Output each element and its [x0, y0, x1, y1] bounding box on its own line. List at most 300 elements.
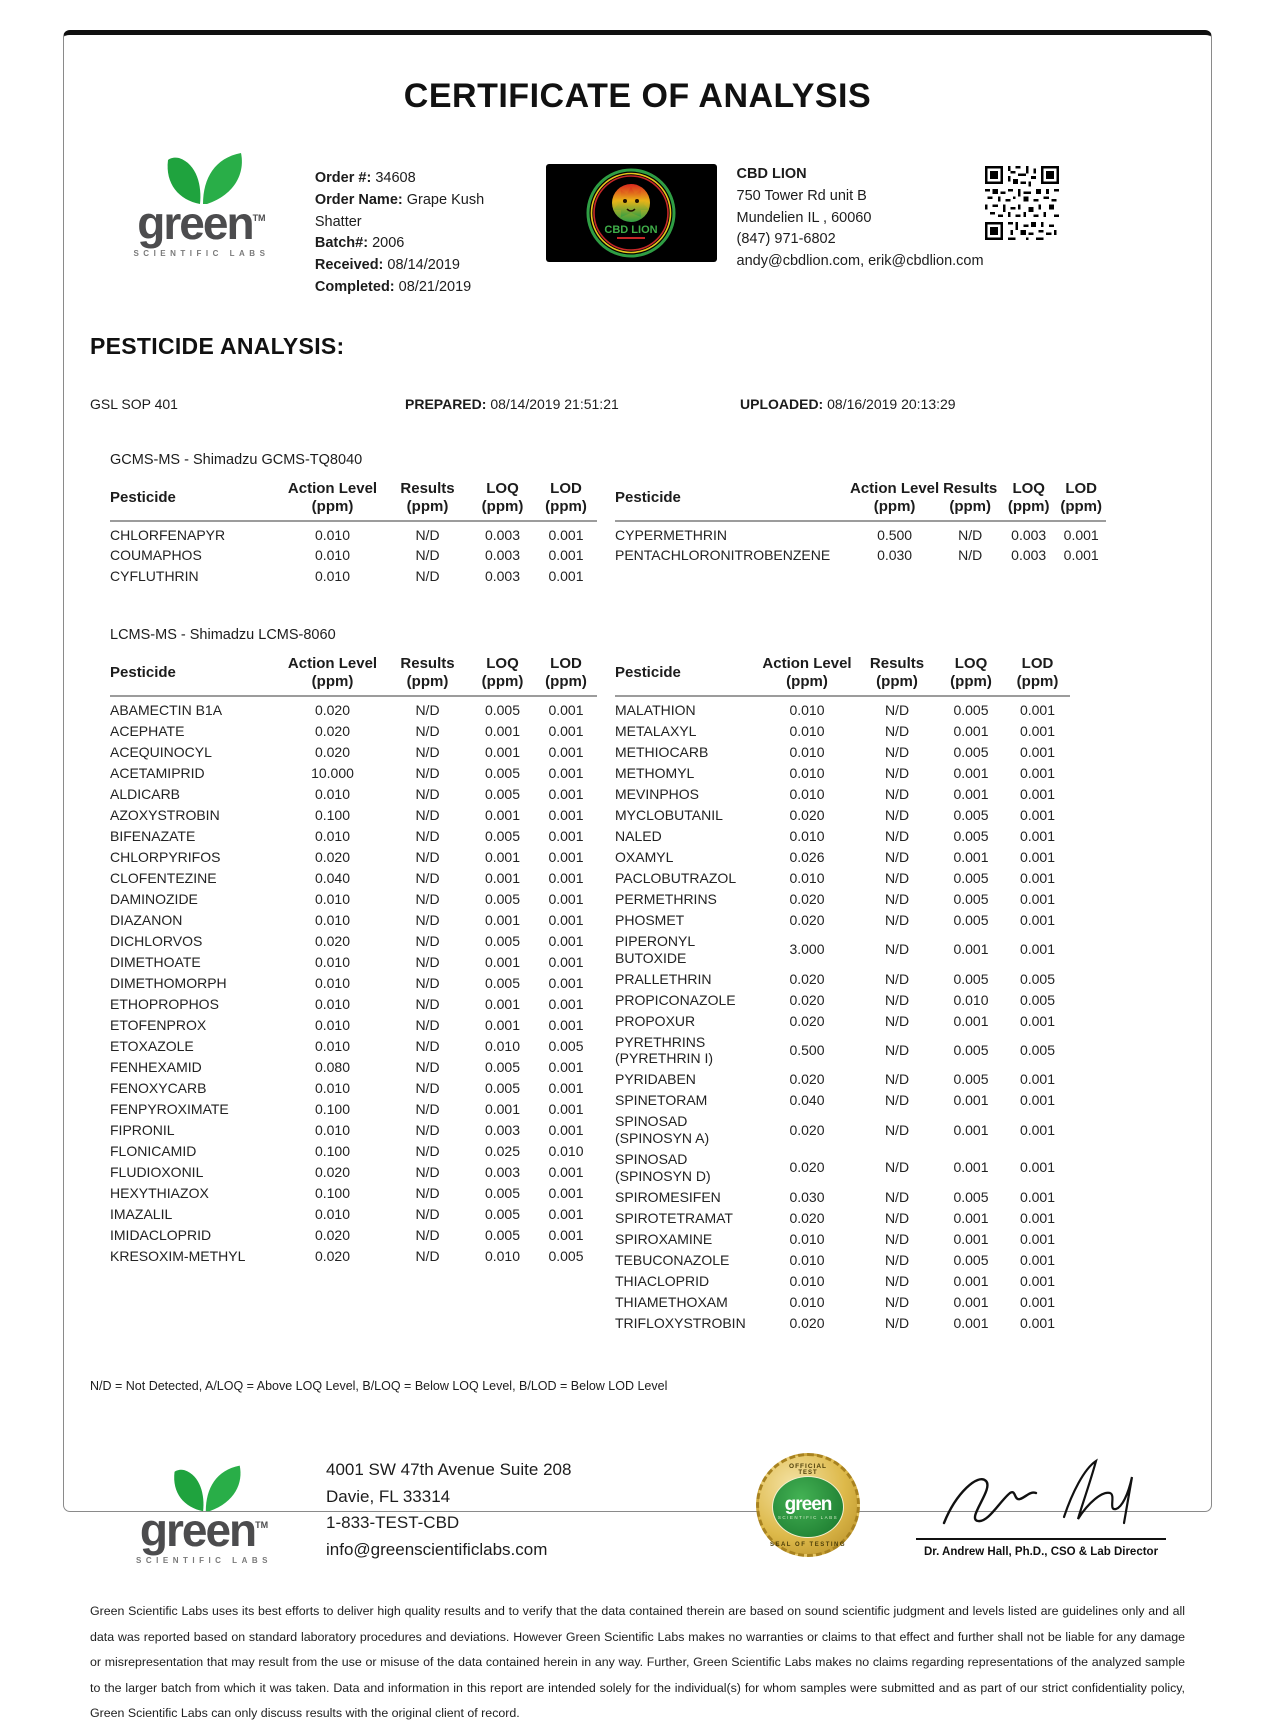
- pesticide-value: 0.001: [484, 996, 521, 1013]
- column-header: LOQ (ppm): [470, 478, 535, 521]
- pesticide-value: 0.001: [1019, 1071, 1056, 1088]
- pesticide-value: 0.003: [484, 568, 521, 585]
- certificate-page: [63, 30, 1212, 1721]
- pesticide-value: N/D: [884, 765, 910, 782]
- pesticide-name: TEBUCONAZOLE: [615, 1251, 730, 1268]
- section-heading: PESTICIDE ANALYSIS:: [90, 332, 345, 359]
- pesticide-value: 0.003: [484, 1122, 521, 1139]
- pesticide-value: 0.020: [314, 702, 351, 719]
- lcms-instrument-label: LCMS-MS - Shimadzu LCMS-8060: [110, 627, 336, 644]
- pesticide-value: 0.005: [484, 1059, 521, 1076]
- pesticide-name: ETHOPROPHOS: [110, 996, 219, 1013]
- pesticide-name: ALDICARB: [110, 786, 181, 803]
- pesticide-value: 0.010: [314, 1017, 351, 1034]
- pesticide-value: 0.020: [789, 991, 825, 1008]
- pesticide-row: [110, 1036, 597, 1057]
- column-header: Action Level (ppm): [280, 478, 385, 521]
- legend-footnote: N/D = Not Detected, A/LOQ = Above LOQ Level, B/LOQ = Below LOQ Level, B/LOD = Below LOD Level: [90, 1379, 668, 1394]
- pesticide-value: 0.005: [484, 786, 521, 803]
- pesticide-value: 0.001: [953, 786, 989, 803]
- pesticide-row: [615, 1032, 1070, 1070]
- pesticide-value: 0.010: [789, 1230, 825, 1247]
- pesticide-name: MALATHION: [615, 702, 696, 719]
- pesticide-value: 0.001: [1019, 1314, 1056, 1331]
- pesticide-value: N/D: [884, 1251, 910, 1268]
- column-header: LOD (ppm): [1056, 478, 1106, 521]
- pesticide-value: 0.001: [1019, 1159, 1056, 1176]
- column-header: Results (ppm): [939, 478, 1001, 521]
- prepared-timestamp: PREPARED: 08/14/2019 21:51:21: [405, 395, 619, 412]
- pesticide-value: 0.010: [789, 765, 825, 782]
- pesticide-value: 0.001: [953, 1012, 989, 1029]
- gcms-right-table: [615, 478, 1106, 567]
- pesticide-name: SPINOSAD (SPINOSYN A): [615, 1113, 710, 1147]
- pesticide-value: 0.010: [789, 1293, 825, 1310]
- pesticide-value: N/D: [415, 1206, 440, 1223]
- pesticide-value: 0.001: [484, 807, 521, 824]
- pesticide-name: BIFENAZATE: [110, 828, 196, 845]
- pesticide-row: [615, 545, 1106, 566]
- pesticide-row: [110, 826, 597, 847]
- pesticide-value: N/D: [415, 744, 440, 761]
- pesticide-value: 0.001: [1019, 1188, 1056, 1205]
- pesticide-value: N/D: [884, 912, 910, 929]
- pesticide-row: [615, 784, 1070, 805]
- pesticide-name: IMIDACLOPRID: [110, 1227, 212, 1244]
- pesticide-value: 0.010: [314, 1038, 351, 1055]
- pesticide-value: 0.005: [548, 1248, 584, 1265]
- info-line: andy@cbdlion.com, erik@cbdlion.com: [736, 253, 984, 269]
- pesticide-row: [110, 952, 597, 973]
- pesticide-row: [110, 847, 597, 868]
- pesticide-value: N/D: [884, 1230, 910, 1247]
- pesticide-value: 0.001: [484, 849, 521, 866]
- pesticide-row: [110, 1162, 597, 1183]
- pesticide-value: 0.010: [314, 547, 351, 564]
- pesticide-value: 0.001: [953, 1293, 989, 1310]
- pesticide-value: 0.020: [314, 933, 351, 950]
- pesticide-value: N/D: [415, 786, 440, 803]
- pesticide-name: CHLORFENAPYR: [110, 526, 226, 543]
- pesticide-value: 0.001: [953, 849, 989, 866]
- pesticide-value: N/D: [884, 1121, 910, 1138]
- pesticide-name: ACEPHATE: [110, 723, 185, 740]
- pesticide-name: PROPOXUR: [615, 1012, 696, 1029]
- pesticide-value: 0.010: [789, 723, 825, 740]
- green-scientific-labs-logo: [104, 150, 299, 258]
- pesticide-name: DAMINOZIDE: [110, 891, 198, 908]
- pesticide-value: 0.001: [1019, 702, 1056, 719]
- lcms-right-table: [615, 653, 1070, 1333]
- pesticide-value: N/D: [884, 1012, 910, 1029]
- pesticide-value: 0.001: [1019, 1209, 1056, 1226]
- pesticide-row: [110, 1183, 597, 1204]
- pesticide-value: 0.010: [314, 1206, 351, 1223]
- pesticide-name: PRALLETHRIN: [615, 970, 712, 987]
- qr-code: [985, 166, 1059, 240]
- pesticide-value: 0.020: [314, 1227, 351, 1244]
- pesticide-row: [615, 521, 1106, 546]
- pesticide-value: 0.010: [314, 912, 351, 929]
- pesticide-row: [110, 994, 597, 1015]
- pesticide-value: 0.001: [953, 1314, 989, 1331]
- pesticide-name: PYRETHRINS (PYRETHRIN I): [615, 1033, 713, 1067]
- info-line: Batch#: 2006: [314, 235, 405, 252]
- pesticide-value: 0.001: [484, 912, 521, 929]
- green-scientific-labs-logo-footer: [104, 1463, 304, 1565]
- pesticide-value: 0.500: [789, 1042, 825, 1059]
- pesticide-value: 0.001: [484, 723, 521, 740]
- info-line: 750 Tower Rd unit B: [736, 187, 867, 204]
- pesticide-value: 0.001: [1019, 723, 1056, 740]
- signature-block: [916, 1453, 1166, 1558]
- pesticide-value: 0.001: [1019, 786, 1056, 803]
- pesticide-value: 0.010: [789, 828, 825, 845]
- pesticide-value: N/D: [415, 1101, 440, 1118]
- pesticide-value: N/D: [884, 1209, 910, 1226]
- pesticide-value: 0.005: [953, 828, 989, 845]
- pesticide-name: SPIROTETRAMAT: [615, 1209, 733, 1226]
- pesticide-row: [110, 1120, 597, 1141]
- pesticide-value: 0.001: [953, 1230, 989, 1247]
- pesticide-value: 10.000: [311, 765, 354, 782]
- pesticide-name: METHOMYL: [615, 765, 695, 782]
- pesticide-name: CYPERMETHRIN: [615, 526, 728, 543]
- pesticide-value: 0.005: [484, 828, 521, 845]
- pesticide-name: FLUDIOXONIL: [110, 1164, 204, 1181]
- pesticide-value: N/D: [415, 828, 440, 845]
- lcms-tables: [64, 653, 1211, 1333]
- cbd-lion-logo: [546, 164, 717, 262]
- pesticide-value: 0.001: [1063, 526, 1099, 543]
- pesticide-value: 0.100: [314, 1143, 351, 1160]
- pesticide-value: 0.003: [484, 547, 521, 564]
- pesticide-value: 0.001: [953, 1092, 989, 1109]
- pesticide-name: ACEQUINOCYL: [110, 744, 212, 761]
- client-info: [737, 164, 985, 273]
- info-line: Order Name: Grape Kush Shatter: [314, 191, 485, 230]
- pesticide-row: [615, 1312, 1070, 1333]
- pesticide-value: 0.001: [1019, 1012, 1056, 1029]
- pesticide-value: N/D: [415, 1017, 440, 1034]
- pesticide-row: [615, 826, 1070, 847]
- pesticide-value: N/D: [884, 941, 910, 958]
- pesticide-value: 0.001: [484, 870, 521, 887]
- column-header: Pesticide: [110, 653, 280, 696]
- pesticide-value: 0.001: [548, 1017, 584, 1034]
- info-line: Davie, FL 33314: [326, 1486, 451, 1506]
- pesticide-value: N/D: [415, 996, 440, 1013]
- pesticide-value: 0.005: [484, 933, 521, 950]
- pesticide-value: 0.001: [1019, 849, 1056, 866]
- pesticide-value: N/D: [415, 702, 440, 719]
- pesticide-value: 0.020: [789, 1209, 825, 1226]
- pesticide-row: [615, 1090, 1070, 1111]
- pesticide-value: 0.005: [484, 1227, 521, 1244]
- pesticide-value: 0.005: [484, 891, 521, 908]
- pesticide-name: FENPYROXIMATE: [110, 1101, 229, 1118]
- pesticide-value: N/D: [884, 891, 910, 908]
- column-header: Pesticide: [615, 478, 850, 521]
- pesticide-row: [615, 910, 1070, 931]
- column-header: Action Level (ppm): [850, 478, 939, 521]
- pesticide-value: 0.020: [789, 807, 825, 824]
- pesticide-row: [110, 521, 597, 546]
- pesticide-row: [110, 784, 597, 805]
- pesticide-value: 0.080: [314, 1059, 351, 1076]
- pesticide-value: N/D: [884, 991, 910, 1008]
- pesticide-value: N/D: [884, 744, 910, 761]
- pesticide-value: 0.005: [1019, 991, 1056, 1008]
- pesticide-value: 0.001: [548, 1227, 584, 1244]
- pesticide-value: 0.010: [314, 996, 351, 1013]
- pesticide-value: N/D: [415, 891, 440, 908]
- pesticide-value: 0.020: [789, 970, 825, 987]
- pesticide-value: 0.020: [789, 1071, 825, 1088]
- pesticide-value: 0.001: [548, 1059, 584, 1076]
- pesticide-value: 0.001: [548, 723, 584, 740]
- pesticide-value: 0.005: [548, 1038, 584, 1055]
- pesticide-value: 0.020: [789, 891, 825, 908]
- pesticide-name: SPINOSAD (SPINOSYN D): [615, 1150, 711, 1184]
- pesticide-name: KRESOXIM-METHYL: [110, 1248, 246, 1265]
- pesticide-value: 0.010: [484, 1248, 521, 1265]
- page-title: CERTIFICATE OF ANALYSIS: [403, 77, 872, 115]
- pesticide-name: ABAMECTIN B1A: [110, 702, 223, 719]
- column-header: LOD (ppm): [1005, 653, 1070, 696]
- pesticide-value: 0.100: [314, 1185, 351, 1202]
- pesticide-row: [110, 1078, 597, 1099]
- pesticide-value: 0.001: [484, 954, 521, 971]
- pesticide-value: 0.026: [789, 849, 825, 866]
- pesticide-value: 0.001: [953, 1272, 989, 1289]
- pesticide-row: [110, 805, 597, 826]
- pesticide-value: N/D: [884, 1042, 910, 1059]
- pesticide-value: 0.001: [953, 941, 989, 958]
- pesticide-name: MYCLOBUTANIL: [615, 807, 723, 824]
- signature-icon: [926, 1453, 1156, 1539]
- pesticide-value: 0.010: [789, 1251, 825, 1268]
- client-name: CBD LION: [736, 166, 807, 182]
- pesticide-value: 0.005: [1019, 970, 1056, 987]
- pesticide-value: 0.025: [484, 1143, 521, 1160]
- pesticide-row: [615, 931, 1070, 969]
- pesticide-value: 0.001: [1019, 765, 1056, 782]
- pesticide-name: THIAMETHOXAM: [615, 1293, 728, 1310]
- client-address: [737, 186, 985, 273]
- pesticide-row: [615, 1249, 1070, 1270]
- pesticide-row: [615, 742, 1070, 763]
- column-header: LOQ (ppm): [937, 653, 1005, 696]
- pesticide-row: [615, 805, 1070, 826]
- column-header: LOQ (ppm): [470, 653, 535, 696]
- pesticide-name: FLONICAMID: [110, 1143, 197, 1160]
- pesticide-row: [615, 1228, 1070, 1249]
- pesticide-value: 0.001: [548, 744, 584, 761]
- signatory-name: Dr. Andrew Hall, Ph.D., CSO & Lab Director: [923, 1546, 1159, 1559]
- pesticide-value: N/D: [415, 1038, 440, 1055]
- pesticide-value: 0.030: [789, 1188, 825, 1205]
- column-header: Pesticide: [615, 653, 757, 696]
- pesticide-value: 0.005: [953, 807, 989, 824]
- pesticide-value: 0.020: [789, 1121, 825, 1138]
- pesticide-value: N/D: [415, 526, 440, 543]
- pesticide-value: 0.003: [484, 1164, 521, 1181]
- pesticide-value: 0.003: [1011, 547, 1047, 564]
- pesticide-value: N/D: [958, 547, 983, 564]
- pesticide-value: N/D: [884, 970, 910, 987]
- pesticide-value: 0.010: [314, 954, 351, 971]
- pesticide-name: DIMETHOATE: [110, 954, 201, 971]
- pesticide-value: 0.001: [548, 1185, 584, 1202]
- pesticide-name: METHIOCARB: [615, 744, 709, 761]
- pesticide-value: N/D: [884, 1188, 910, 1205]
- pesticide-value: N/D: [415, 1059, 440, 1076]
- pesticide-value: N/D: [415, 1248, 440, 1265]
- pesticide-value: 0.020: [789, 1159, 825, 1176]
- pesticide-name: PERMETHRINS: [615, 891, 717, 908]
- pesticide-row: [110, 1204, 597, 1225]
- pesticide-row: [615, 1111, 1070, 1149]
- gcms-instrument-label: GCMS-MS - Shimadzu GCMS-TQ8040: [110, 451, 363, 468]
- gcms-left-table: [110, 478, 597, 588]
- pesticide-value: 0.010: [789, 1272, 825, 1289]
- pesticide-name: METALAXYL: [615, 723, 697, 740]
- pesticide-value: N/D: [884, 807, 910, 824]
- column-header: Pesticide: [110, 478, 280, 521]
- pesticide-row: [615, 1291, 1070, 1312]
- pesticide-name: NALED: [615, 828, 662, 845]
- pesticide-row: [615, 1069, 1070, 1090]
- pesticide-value: 0.001: [1019, 1272, 1056, 1289]
- pesticide-row: [615, 1270, 1070, 1291]
- pesticide-value: N/D: [415, 1227, 440, 1244]
- pesticide-name: ETOFENPROX: [110, 1017, 207, 1034]
- pesticide-value: 0.010: [314, 828, 351, 845]
- pesticide-value: N/D: [415, 547, 440, 564]
- info-line: Mundelien IL , 60060: [736, 209, 872, 226]
- pesticide-row: [110, 931, 597, 952]
- pesticide-value: 0.005: [484, 1185, 521, 1202]
- pesticide-value: 0.010: [548, 1143, 584, 1160]
- pesticide-value: 0.005: [953, 744, 989, 761]
- pesticide-value: 0.005: [953, 1188, 989, 1205]
- pesticide-value: 0.005: [484, 975, 521, 992]
- pesticide-row: [110, 910, 597, 931]
- pesticide-value: 0.020: [314, 744, 351, 761]
- pesticide-value: N/D: [415, 723, 440, 740]
- pesticide-value: 0.001: [1063, 547, 1099, 564]
- pesticide-value: N/D: [415, 568, 440, 585]
- pesticide-value: 0.020: [314, 1248, 351, 1265]
- pesticide-row: [110, 721, 597, 742]
- info-line: 4001 SW 47th Avenue Suite 208: [326, 1460, 572, 1480]
- pesticide-value: 0.020: [314, 1164, 351, 1181]
- pesticide-value: 0.003: [1011, 526, 1047, 543]
- logo-wordmark: green™: [139, 1504, 269, 1557]
- pesticide-value: 0.001: [548, 849, 584, 866]
- pesticide-value: 0.001: [1019, 807, 1056, 824]
- pesticide-row: [110, 742, 597, 763]
- pesticide-value: 0.500: [877, 526, 913, 543]
- column-header: Results (ppm): [385, 653, 470, 696]
- pesticide-value: 0.005: [953, 870, 989, 887]
- pesticide-name: PROPICONAZOLE: [615, 991, 736, 1008]
- pesticide-value: N/D: [415, 870, 440, 887]
- logo-subtext: SCIENTIFIC LABS: [133, 249, 270, 258]
- pesticide-name: IMAZALIL: [110, 1206, 173, 1223]
- pesticide-row: [110, 1246, 597, 1267]
- pesticide-name: FIPRONIL: [110, 1122, 175, 1139]
- pesticide-value: 0.001: [953, 765, 989, 782]
- footer-band: [64, 1453, 1211, 1565]
- pesticide-name: TRIFLOXYSTROBIN: [615, 1314, 746, 1331]
- pesticide-value: N/D: [415, 954, 440, 971]
- pesticide-row: [110, 1099, 597, 1120]
- pesticide-value: N/D: [415, 933, 440, 950]
- pesticide-name: AZOXYSTROBIN: [110, 807, 220, 824]
- pesticide-value: 0.001: [1019, 1121, 1056, 1138]
- pesticide-value: N/D: [884, 1272, 910, 1289]
- pesticide-value: N/D: [884, 1092, 910, 1109]
- pesticide-value: N/D: [415, 849, 440, 866]
- pesticide-name: THIACLOPRID: [615, 1272, 710, 1289]
- lab-address: [326, 1457, 586, 1562]
- pesticide-value: 0.001: [548, 1206, 584, 1223]
- pesticide-value: 0.001: [1019, 1230, 1056, 1247]
- pesticide-value: 0.010: [314, 975, 351, 992]
- pesticide-value: 0.001: [548, 1101, 584, 1118]
- column-header: Results (ppm): [857, 653, 937, 696]
- pesticide-value: 0.040: [789, 1092, 825, 1109]
- pesticide-value: N/D: [884, 870, 910, 887]
- pesticide-value: N/D: [884, 1293, 910, 1310]
- pesticide-name: HEXYTHIAZOX: [110, 1185, 209, 1202]
- pesticide-value: 0.001: [1019, 1251, 1056, 1268]
- pesticide-value: 0.010: [314, 1122, 351, 1139]
- pesticide-name: PACLOBUTRAZOL: [615, 870, 737, 887]
- pesticide-value: 0.001: [1019, 828, 1056, 845]
- pesticide-name: PIPERONYL BUTOXIDE: [615, 933, 695, 966]
- pesticide-value: N/D: [884, 828, 910, 845]
- pesticide-name: SPINETORAM: [615, 1092, 708, 1109]
- lcms-left-table: [110, 653, 597, 1267]
- pesticide-value: N/D: [415, 912, 440, 929]
- pesticide-value: 0.005: [953, 1251, 989, 1268]
- pesticide-value: 0.030: [877, 547, 913, 564]
- pesticide-value: 0.001: [1019, 941, 1056, 958]
- pesticide-value: 0.001: [1019, 912, 1056, 929]
- pesticide-row: [110, 973, 597, 994]
- pesticide-value: 0.010: [953, 991, 989, 1008]
- pesticide-value: 0.001: [1019, 1092, 1056, 1109]
- pesticide-name: DIMETHOMORPH: [110, 975, 227, 992]
- lion-emblem-icon: [583, 167, 679, 259]
- pesticide-value: 0.001: [953, 1121, 989, 1138]
- pesticide-value: 0.001: [548, 996, 584, 1013]
- pesticide-row: [110, 545, 597, 566]
- pesticide-value: N/D: [884, 723, 910, 740]
- pesticide-value: 0.001: [548, 547, 584, 564]
- pesticide-value: 0.001: [548, 702, 584, 719]
- column-header: Action Level (ppm): [757, 653, 857, 696]
- pesticide-value: 0.020: [314, 723, 351, 740]
- pesticide-value: 0.010: [314, 786, 351, 803]
- pesticide-value: 0.001: [548, 568, 584, 585]
- pesticide-row: [110, 1225, 597, 1246]
- pesticide-value: 0.020: [314, 849, 351, 866]
- pesticide-value: 0.005: [484, 1080, 521, 1097]
